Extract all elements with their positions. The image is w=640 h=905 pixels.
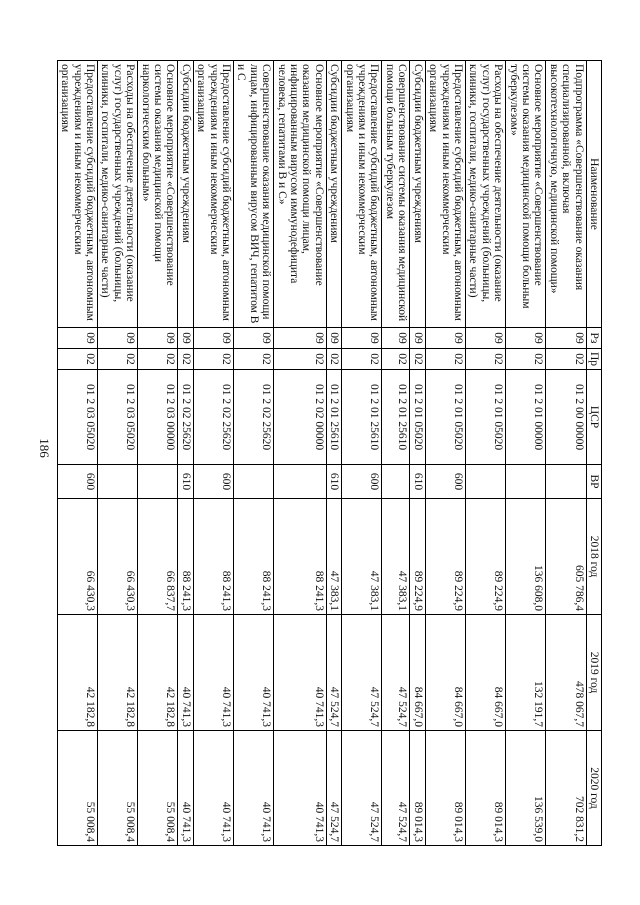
cell-rz: 09 (97, 328, 137, 349)
table-row (234, 61, 274, 846)
table-row (57, 61, 97, 846)
cell-name: Подпрограмма «Совершенствование оказания специализированной, включая высокотехнологичную, медицинской помощи» (546, 61, 586, 328)
cell-rz: 09 (465, 328, 505, 349)
table-row (410, 61, 425, 846)
cell-rz: 09 (138, 328, 178, 349)
cell-2020: 89 014,3 (425, 731, 465, 846)
cell-vr: 610 (178, 465, 193, 499)
cell-2019: 47 524,7 (342, 615, 382, 731)
cell-2018: 47 383,1 (382, 499, 410, 615)
table-row (138, 61, 178, 846)
cell-vr (382, 465, 410, 499)
cell-2019: 84 667,0 (425, 615, 465, 731)
cell-csr: 01 2 03 05020 (57, 370, 97, 465)
table-container (59, 60, 602, 845)
cell-2020: 40 741,3 (193, 731, 233, 846)
cell-2020: 55 008,4 (97, 731, 137, 846)
cell-vr (274, 465, 327, 499)
table-row (506, 61, 546, 846)
cell-rz: 09 (178, 328, 193, 349)
cell-vr: 600 (57, 465, 97, 499)
header-2018: 2018 год (586, 499, 601, 615)
cell-2020: 40 741,3 (178, 731, 193, 846)
cell-2019: 132 191,7 (506, 615, 546, 731)
cell-2019: 42 182,8 (97, 615, 137, 731)
cell-pr: 02 (382, 349, 410, 370)
budget-table (57, 60, 602, 846)
cell-2018: 89 224,9 (425, 499, 465, 615)
cell-csr: 01 2 02 25620 (178, 370, 193, 465)
cell-2018: 605 786,4 (546, 499, 586, 615)
table-row (178, 61, 193, 846)
cell-vr (234, 465, 274, 499)
cell-2019: 47 524,7 (382, 615, 410, 731)
cell-2018: 89 224,9 (410, 499, 425, 615)
cell-name: Субсидии бюджетным учреждениям (410, 61, 425, 328)
cell-name: Основное мероприятие «Совершенствование системы оказания медицинской помощи больным туберкулезом» (506, 61, 546, 328)
cell-name: Расходы на обеспечение деятельности (оказание услуг) государственных учреждений (больницы, клиники, госпитали, медико-санитарные части) (465, 61, 505, 328)
header-2019: 2019 год (586, 615, 601, 731)
cell-vr (97, 465, 137, 499)
cell-2020: 89 014,3 (465, 731, 505, 846)
cell-pr: 02 (274, 349, 327, 370)
cell-name: Предоставление субсидий бюджетным, автономным учреждениям и иным некоммерческим организациям (425, 61, 465, 328)
cell-2020: 702 831,2 (546, 731, 586, 846)
cell-csr: 01 2 01 00000 (506, 370, 546, 465)
table-row (97, 61, 137, 846)
cell-2019: 40 741,3 (193, 615, 233, 731)
cell-rz: 09 (57, 328, 97, 349)
header-name: Наименование (586, 61, 601, 328)
cell-2018: 47 383,1 (342, 499, 382, 615)
cell-pr: 02 (326, 349, 341, 370)
cell-rz: 09 (342, 328, 382, 349)
cell-rz: 09 (506, 328, 546, 349)
cell-rz: 09 (326, 328, 341, 349)
cell-name: Расходы на обеспечение деятельности (оказание услуг) государственных учреждений (больницы, клиники, госпитали, медико-санитарные части) (97, 61, 137, 328)
page-number: 186 (36, 438, 52, 458)
header-rz: Рз (586, 328, 601, 349)
cell-2018: 66 430,3 (97, 499, 137, 615)
cell-name: Совершенствование оказания медицинской помощи лицам, инфицированным вирусом ВИЧ, гепатитом В и С (234, 61, 274, 328)
cell-2020: 136 539,0 (506, 731, 546, 846)
cell-rz: 09 (234, 328, 274, 349)
cell-2020: 40 741,3 (234, 731, 274, 846)
cell-csr: 01 2 03 05020 (97, 370, 137, 465)
cell-pr: 02 (342, 349, 382, 370)
cell-vr: 600 (425, 465, 465, 499)
cell-2018: 88 241,3 (193, 499, 233, 615)
cell-rz: 09 (425, 328, 465, 349)
table-row (326, 61, 341, 846)
cell-rz: 09 (382, 328, 410, 349)
cell-vr: 610 (410, 465, 425, 499)
cell-2018: 89 224,9 (465, 499, 505, 615)
cell-pr: 02 (193, 349, 233, 370)
table-row (425, 61, 465, 846)
cell-2018: 66 430,3 (57, 499, 97, 615)
table-row (382, 61, 410, 846)
cell-rz: 09 (410, 328, 425, 349)
cell-2018: 88 241,3 (274, 499, 327, 615)
cell-2020: 89 014,3 (410, 731, 425, 846)
cell-vr (138, 465, 178, 499)
cell-vr: 610 (326, 465, 341, 499)
cell-2018: 66 837,7 (138, 499, 178, 615)
cell-rz: 09 (193, 328, 233, 349)
cell-vr (546, 465, 586, 499)
table-header-row (586, 61, 601, 846)
table-row (546, 61, 586, 846)
cell-pr: 02 (234, 349, 274, 370)
cell-csr: 01 2 01 05020 (465, 370, 505, 465)
cell-pr: 02 (57, 349, 97, 370)
cell-name: Субсидии бюджетным учреждениям (178, 61, 193, 328)
cell-pr: 02 (178, 349, 193, 370)
table-row (465, 61, 505, 846)
cell-csr: 01 2 01 05020 (410, 370, 425, 465)
cell-rz: 09 (274, 328, 327, 349)
cell-2019: 40 741,3 (178, 615, 193, 731)
cell-2018: 88 241,3 (178, 499, 193, 615)
table-row (274, 61, 327, 846)
cell-pr: 02 (97, 349, 137, 370)
cell-2020: 47 524,7 (326, 731, 341, 846)
cell-csr: 01 2 01 25610 (326, 370, 341, 465)
cell-2020: 55 008,4 (138, 731, 178, 846)
cell-2019: 42 182,8 (57, 615, 97, 731)
cell-pr: 02 (465, 349, 505, 370)
cell-vr (465, 465, 505, 499)
cell-2019: 478 067,7 (546, 615, 586, 731)
cell-2019: 84 667,0 (410, 615, 425, 731)
header-pr: Пр (586, 349, 601, 370)
cell-pr: 02 (506, 349, 546, 370)
cell-name: Предоставление субсидий бюджетным, автономным учреждениям и иным некоммерческим организациям (57, 61, 97, 328)
cell-csr: 01 2 00 00000 (546, 370, 586, 465)
cell-2020: 40 741,3 (274, 731, 327, 846)
cell-2018: 47 383,1 (326, 499, 341, 615)
cell-pr: 02 (138, 349, 178, 370)
cell-2020: 55 008,4 (57, 731, 97, 846)
cell-csr: 01 2 01 25610 (342, 370, 382, 465)
cell-rz: 09 (546, 328, 586, 349)
cell-2018: 88 241,3 (234, 499, 274, 615)
cell-2019: 40 741,3 (274, 615, 327, 731)
header-vr: ВР (586, 465, 601, 499)
cell-vr: 600 (193, 465, 233, 499)
cell-csr: 01 2 02 25620 (193, 370, 233, 465)
cell-vr (506, 465, 546, 499)
cell-pr: 02 (425, 349, 465, 370)
cell-csr: 01 2 01 25610 (382, 370, 410, 465)
cell-2019: 42 182,8 (138, 615, 178, 731)
header-csr: ЦСР (586, 370, 601, 465)
cell-pr: 02 (546, 349, 586, 370)
cell-name: Предоставление субсидий бюджетным, автономным учреждениям и иным некоммерческим организациям (193, 61, 233, 328)
cell-name: Предоставление субсидий бюджетным, автономным учреждениям и иным некоммерческим организациям (342, 61, 382, 328)
cell-csr: 01 2 03 00000 (138, 370, 178, 465)
cell-2020: 47 524,7 (342, 731, 382, 846)
cell-csr: 01 2 02 00000 (274, 370, 327, 465)
cell-pr: 02 (410, 349, 425, 370)
cell-name: Совершенствование системы оказания медицинской помощи больным туберкулезом (382, 61, 410, 328)
table-row (342, 61, 382, 846)
cell-2018: 136 608,0 (506, 499, 546, 615)
cell-2019: 47 524,7 (326, 615, 341, 731)
rotated-table-area (59, 60, 602, 845)
cell-name: Основное мероприятие «Совершенствование оказания медицинской помощи лицам, инфицированным вирусом иммунодефицита человека, гепатитами В и С» (274, 61, 327, 328)
cell-name: Основное мероприятие «Совершенствование системы оказания медицинской помощи наркологическим больным» (138, 61, 178, 328)
cell-2020: 47 524,7 (382, 731, 410, 846)
table-row (193, 61, 233, 846)
cell-2019: 40 741,3 (234, 615, 274, 731)
cell-name: Субсидии бюджетным учреждениям (326, 61, 341, 328)
cell-csr: 01 2 01 05020 (425, 370, 465, 465)
cell-2019: 84 667,0 (465, 615, 505, 731)
cell-csr: 01 2 02 25620 (234, 370, 274, 465)
header-2020: 2020 год (586, 731, 601, 846)
cell-vr: 600 (342, 465, 382, 499)
